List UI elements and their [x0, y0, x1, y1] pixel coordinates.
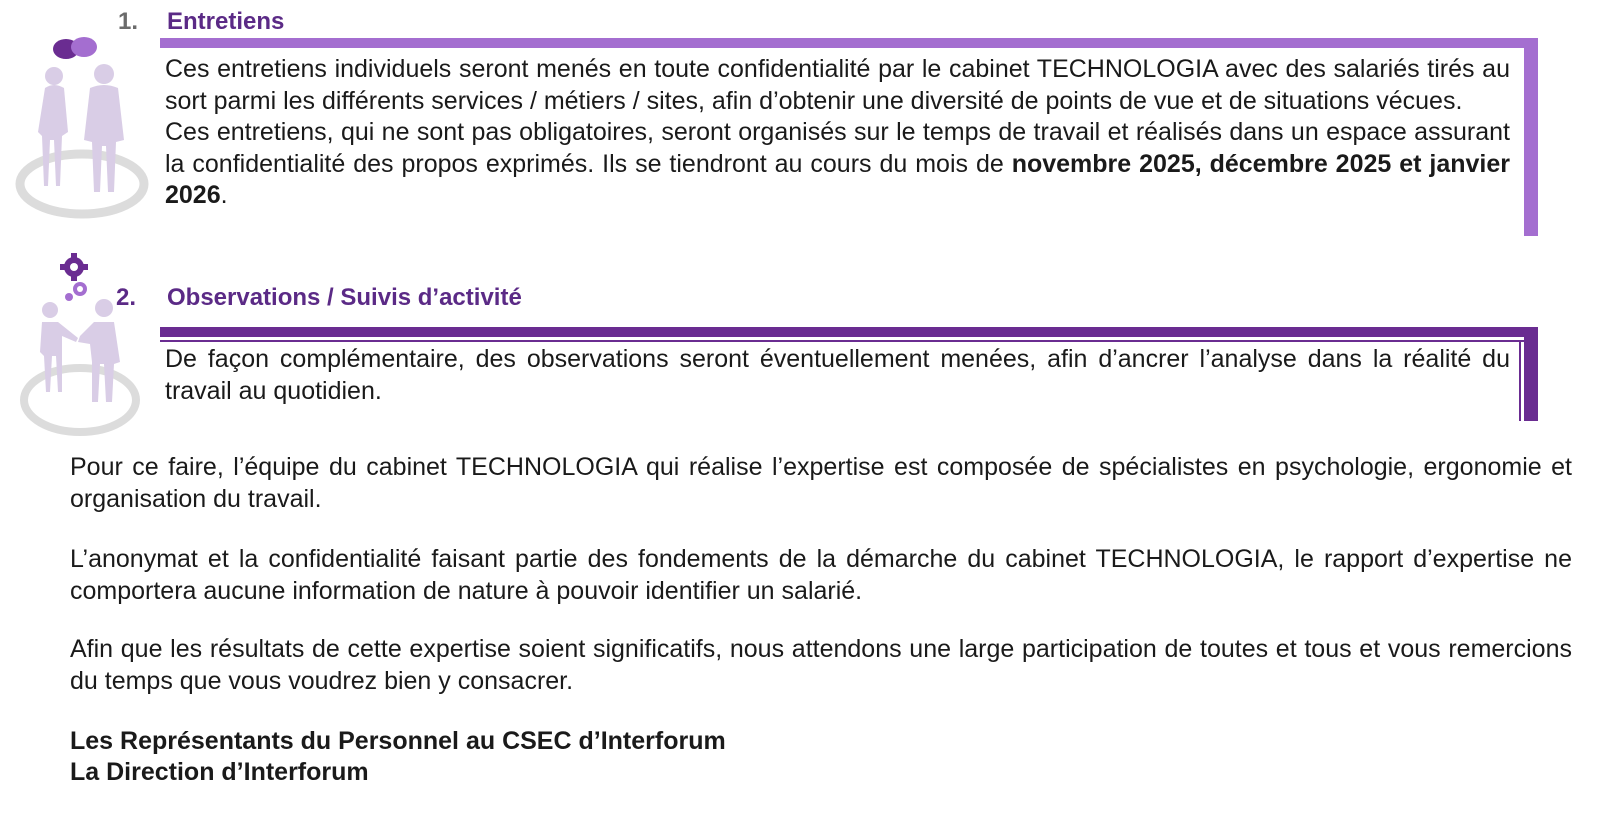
section2-top-border-thin [160, 340, 1526, 342]
people-talking-icon [12, 36, 152, 226]
section2-right-border [1524, 327, 1538, 421]
section1-dates: novembre 2025, décembre 2025 et janvier 2026 [165, 149, 1510, 209]
body-paragraph-2: L’anonymat et la confidentialité faisant partie des fondements de la démarche du cabinet TECHNOLOGIA, le rapport d’expertise ne comportera aucune information de nature à pouvoir identifier un salarié. [70, 545, 1572, 605]
section2-right-border-thin [1519, 340, 1521, 421]
section2-top-border [160, 327, 1538, 337]
section2-title: Observations / Suivis d’activité [167, 284, 522, 311]
body-paragraph-1: Pour ce faire, l’équipe du cabinet TECHNOLOGIA qui réalise l’expertise est composée de spécialistes en psychologie, ergonomie et organisation du travail. [70, 453, 1572, 513]
section1-paragraph-2: Ces entretiens, qui ne sont pas obligatoires, seront organisés sur le temps de travail et réalisés dans un espace assurant la confidentialité des propos exprimés. Ils se tiendront au cours du mois de novembre 2025, décembre 2025 et janvier 2026. [165, 118, 1510, 209]
signature-line-2: La Direction d’Interforum [70, 758, 369, 786]
section1-top-border [160, 38, 1538, 48]
section2-paragraph-1: De façon complémentaire, des observations seront éventuellement menées, afin d’ancrer l’analyse dans la réalité du travail au quotidien. [165, 345, 1510, 405]
section1-title: Entretiens [167, 8, 285, 35]
section1-right-border [1524, 38, 1538, 236]
handshake-gears-icon [18, 252, 148, 442]
section2-number: 2. [116, 284, 137, 311]
section1-paragraph-1: Ces entretiens individuels seront menés en toute confidentialité par le cabinet TECHNOLOGIA avec des salariés tirés au sort parmi les différents services / métiers / sites, afin d’obtenir une diversité de points de vue et de situations vécues. [165, 55, 1510, 115]
section1-number: 1. [118, 8, 139, 35]
section1-text [165, 54, 1510, 212]
signature-line-1: Les Représentants du Personnel au CSEC d’Interforum [70, 727, 726, 755]
section2-text [165, 344, 1510, 407]
body-paragraph-3: Afin que les résultats de cette expertise soient significatifs, nous attendons une large participation de toutes et tous et vous remercions du temps que vous voudrez bien y consacrer. [70, 635, 1572, 695]
